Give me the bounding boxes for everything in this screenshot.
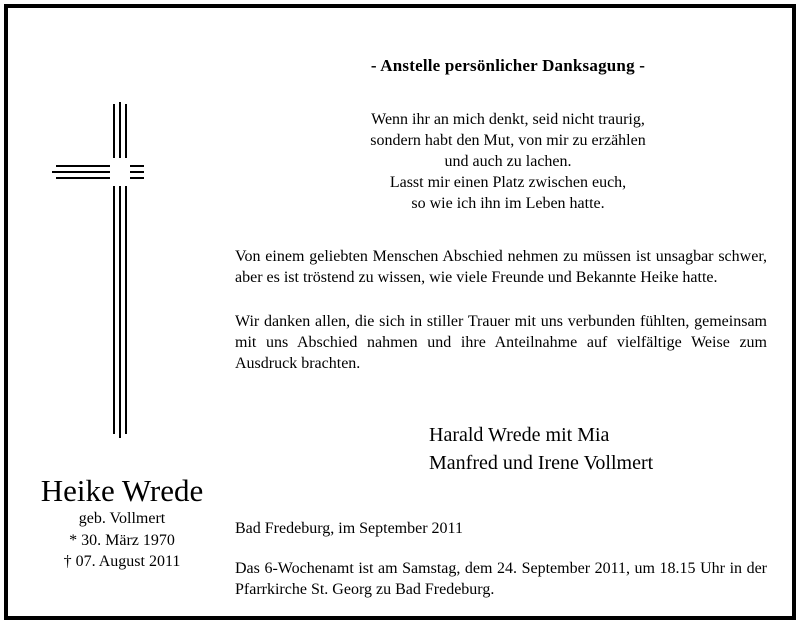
signer: Harald Wrede mit Mia (429, 424, 610, 446)
obituary-frame (4, 4, 796, 620)
poem-line: Lasst mir einen Platz zwischen euch, (389, 174, 627, 191)
poem-line: sondern habt den Mut, von mir zu erzählen (370, 132, 646, 149)
birth-date: * 30. März 1970 (69, 532, 175, 549)
born-name: geb. Vollmert (78, 510, 166, 527)
signer: Manfred und Irene Vollmert (429, 452, 654, 474)
poem-line: Wenn ihr an mich denkt, seid nicht traurig, (371, 111, 645, 128)
service-notice: Das 6-Wochenamt ist am Samstag, dem 24. September 2011, um 18.15 Uhr in der Pfarrkirche St. Georg zu Bad Fredeburg. (235, 560, 767, 598)
signers (429, 421, 653, 477)
thanks-paragraph-2: Wir danken allen, die sich in stiller Trauer mit uns verbunden fühlten, gemeinsam mit uns Abschied nahmen und ihre Anteilnahme auf vielfältige Weise zum Ausdruck brachten. (235, 313, 767, 372)
place-date: Bad Fredeburg, im September 2011 (235, 520, 463, 537)
heading: - Anstelle persönlicher Danksagung - (370, 56, 646, 75)
death-date: † 07. August 2011 (63, 553, 181, 570)
poem-line: so wie ich ihn im Leben hatte. (411, 195, 605, 212)
poem-line: und auch zu lachen. (444, 153, 572, 170)
cross-icon (52, 102, 144, 438)
deceased-name: Heike Wrede (40, 473, 204, 508)
poem (228, 109, 788, 214)
thanks-paragraph-1: Von einem geliebten Menschen Abschied nehmen zu müssen ist unsagbar schwer, aber es ist tröstend zu wissen, wie viele Freunde und Bekannte Heike hatte. (235, 248, 767, 286)
